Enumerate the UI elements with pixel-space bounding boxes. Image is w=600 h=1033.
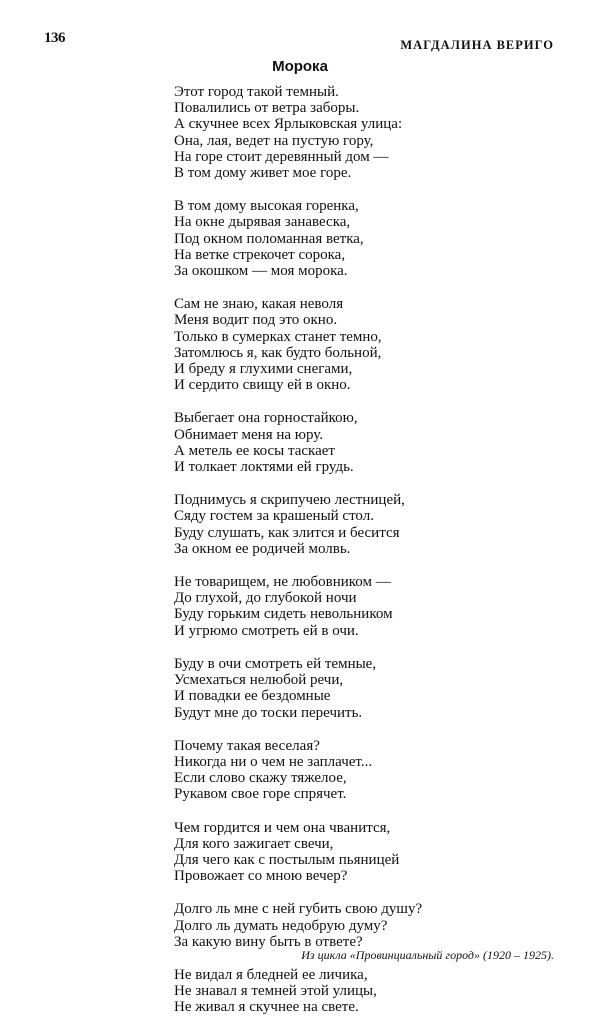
poem-line: Буду в очи смотреть ей темные,	[174, 655, 377, 672]
stanza	[174, 84, 574, 181]
poem-line: Сяду гостем за крашеный стол.	[174, 508, 374, 525]
stanza	[174, 820, 574, 885]
poem-line: И толкает локтями ей грудь.	[174, 459, 354, 476]
stanza	[174, 574, 574, 639]
poem-line: Поднимусь я скрипучею лестницей,	[174, 492, 405, 509]
poem-line: В том дому живет мое горе.	[174, 165, 352, 182]
source-note: Из цикла «Провинциальный город» (1920 – 1925).	[301, 948, 554, 962]
poem-line: Долго ль думать недобрую думу?	[174, 917, 388, 934]
poem-title: Морока	[272, 58, 328, 75]
poem-line: И угрюмо смотреть ей в очи.	[174, 622, 359, 639]
poem-line: Не видал я бледней ее личика,	[174, 966, 368, 983]
stanza	[174, 656, 574, 721]
poem-line: Сам не знаю, какая неволя	[174, 296, 344, 313]
stanza	[174, 738, 574, 803]
poem-line: Этот город такой темный.	[174, 84, 339, 100]
poem-line: Меня водит под это окно.	[174, 312, 338, 329]
poem-line: За окном ее родичей молвь.	[174, 540, 351, 557]
poem-line: Если слово скажу тяжелое,	[174, 770, 347, 787]
poem-line: Затомлюсь я, как будто больной,	[174, 344, 382, 361]
poem-line: Чем гордится и чем она чванится,	[174, 819, 391, 836]
running-head: МАГДАЛИНА ВЕРИГО	[400, 38, 554, 52]
stanza	[174, 492, 574, 557]
poem-line: И повадки ее бездомные	[174, 688, 331, 705]
page-number: 136	[44, 30, 65, 46]
poem-line: Провожает со мною вечер?	[174, 868, 348, 885]
poem-line: Только в сумерках станет темно,	[174, 328, 382, 345]
poem-line: Выбегает она горностайкою,	[174, 410, 358, 427]
poem-line: Никогда ни о чем не заплачет...	[174, 753, 373, 770]
poem-line: Почему такая веселая?	[174, 737, 320, 754]
poem-line: На ветке стрекочет сорока,	[174, 246, 346, 263]
poem-line: Не живал я скучнее на свете.	[174, 999, 359, 1016]
stanza	[174, 901, 574, 950]
poem-line: На горе стоит деревянный дом —	[174, 148, 389, 165]
poem-line: Буду слушать, как злится и бесится	[174, 524, 400, 541]
poem-line: Усмехаться нелюбой речи,	[174, 672, 344, 689]
stanza	[174, 296, 574, 393]
poem-line: Обнимает меня на юру.	[174, 426, 324, 443]
poem-line: В том дому высокая горенка,	[174, 198, 359, 215]
poem-line: Не товарищем, не любовником —	[174, 574, 391, 591]
poem-line: Будут мне до тоски перечить.	[174, 704, 363, 721]
poem-line: А метель ее косы таскает	[174, 442, 335, 459]
poem-line: Буду горьким сидеть невольником	[174, 606, 393, 623]
poem-line: Она, лая, ведет на пустую гору,	[174, 132, 374, 149]
stanza	[174, 967, 574, 1016]
poem-line: Под окном поломанная ветка,	[174, 230, 364, 247]
poem-line: Для чего как с постылым пьяницей	[174, 851, 400, 868]
poem-line: Рукавом свое горе спрячет.	[174, 786, 347, 803]
poem-line: А скучнее всех Ярлыковская улица:	[174, 116, 403, 133]
poem-line: Не знавал я темней этой улицы,	[174, 983, 377, 1000]
poem-line: И сердито свищу ей в окно.	[174, 377, 351, 394]
poem-line: За какую вину быть в ответе?	[174, 933, 363, 950]
poem-line: И бреду я глухими снегами,	[174, 361, 353, 378]
poem-line: На окне дырявая занавеска,	[174, 214, 351, 231]
poem-line: За окошком — моя морока.	[174, 263, 348, 280]
stanza	[174, 410, 574, 475]
poem-line: Для кого зажигает свечи,	[174, 835, 334, 852]
poem-line: Долго ль мне с ней губить свою душу?	[174, 901, 423, 918]
poem-body	[174, 84, 574, 1033]
poem-line: До глухой, до глубокой ночи	[174, 590, 357, 607]
stanza	[174, 198, 574, 279]
poem-line: Повалились от ветра заборы.	[174, 100, 360, 117]
